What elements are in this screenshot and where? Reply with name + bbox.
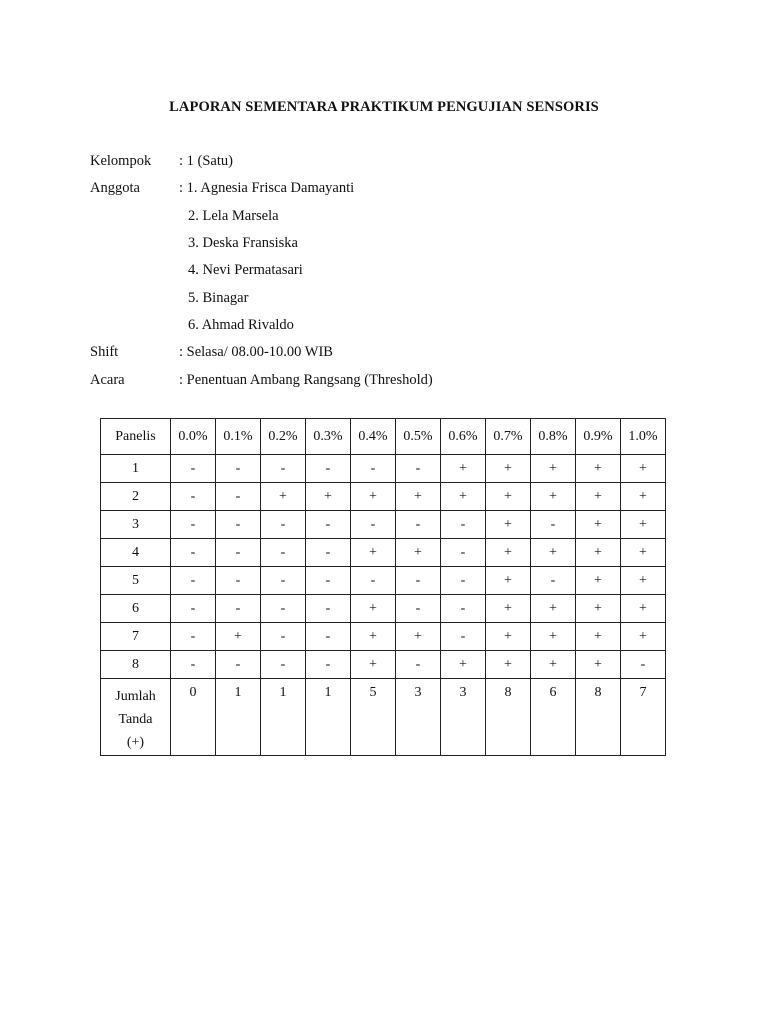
response-cell: - — [261, 651, 306, 679]
acara-value: : Penentuan Ambang Rangsang (Threshold) — [179, 371, 433, 388]
response-cell: + — [441, 651, 486, 679]
response-cell: - — [216, 483, 261, 511]
table-row — [101, 567, 666, 595]
sum-value: 3 — [441, 679, 486, 756]
response-cell: - — [396, 595, 441, 623]
response-cell: + — [531, 623, 576, 651]
header-concentration: 0.4% — [351, 419, 396, 455]
response-cell: + — [576, 483, 621, 511]
response-cell: - — [441, 567, 486, 595]
response-cell: - — [441, 539, 486, 567]
response-cell: - — [171, 511, 216, 539]
shift-value: : Selasa/ 08.00-10.00 WIB — [179, 344, 333, 361]
header-concentration: 0.7% — [486, 419, 531, 455]
info-row-member — [90, 257, 690, 284]
response-cell: - — [441, 595, 486, 623]
sum-label — [101, 679, 171, 756]
sum-value: 1 — [261, 679, 306, 756]
header-concentration: 1.0% — [621, 419, 666, 455]
response-cell: - — [396, 567, 441, 595]
response-cell: - — [351, 511, 396, 539]
sum-value: 1 — [216, 679, 261, 756]
response-cell: - — [396, 511, 441, 539]
info-row-member — [90, 203, 690, 230]
sum-value: 8 — [576, 679, 621, 756]
response-cell: + — [531, 483, 576, 511]
response-cell: + — [441, 483, 486, 511]
response-cell: - — [171, 455, 216, 483]
panelis-number: 3 — [101, 511, 171, 539]
kelompok-value: : 1 (Satu) — [179, 153, 233, 170]
panelis-number: 6 — [101, 595, 171, 623]
response-cell: - — [261, 595, 306, 623]
sum-value: 6 — [531, 679, 576, 756]
sum-value: 8 — [486, 679, 531, 756]
panelis-number: 5 — [101, 567, 171, 595]
response-cell: + — [576, 651, 621, 679]
header-concentration: 0.1% — [216, 419, 261, 455]
header-concentration: 0.0% — [171, 419, 216, 455]
response-cell: + — [441, 455, 486, 483]
table-row — [101, 595, 666, 623]
table-body — [101, 419, 666, 756]
response-cell: + — [621, 511, 666, 539]
info-row-member — [90, 230, 690, 257]
sum-value: 5 — [351, 679, 396, 756]
response-cell: + — [621, 483, 666, 511]
response-cell: - — [261, 455, 306, 483]
panelis-number: 1 — [101, 455, 171, 483]
report-title: LAPORAN SEMENTARA PRAKTIKUM PENGUJIAN SENSORIS — [169, 99, 599, 115]
response-cell: - — [171, 651, 216, 679]
response-cell: - — [306, 595, 351, 623]
response-cell: + — [531, 651, 576, 679]
response-cell: + — [576, 511, 621, 539]
response-cell: + — [621, 567, 666, 595]
response-cell: + — [576, 539, 621, 567]
acara-label: Acara — [90, 371, 125, 388]
response-cell: - — [171, 623, 216, 651]
anggota-member: 6. Ahmad Rivaldo — [188, 316, 294, 333]
sum-value: 1 — [306, 679, 351, 756]
table-row — [101, 483, 666, 511]
response-cell: - — [306, 455, 351, 483]
table-row — [101, 651, 666, 679]
response-cell: + — [576, 455, 621, 483]
anggota-label: Anggota — [90, 180, 140, 197]
anggota-member: 3. Deska Fransiska — [188, 235, 298, 252]
response-cell: + — [486, 511, 531, 539]
response-cell: - — [216, 595, 261, 623]
response-cell: + — [486, 567, 531, 595]
response-cell: - — [441, 623, 486, 651]
response-cell: - — [396, 455, 441, 483]
info-row-member — [90, 312, 690, 339]
response-cell: - — [216, 539, 261, 567]
response-cell: - — [261, 567, 306, 595]
response-cell: + — [351, 595, 396, 623]
sum-value: 3 — [396, 679, 441, 756]
response-cell: - — [216, 567, 261, 595]
table-row — [101, 539, 666, 567]
response-cell: + — [576, 623, 621, 651]
sum-row — [101, 679, 666, 756]
response-cell: + — [486, 539, 531, 567]
response-cell: - — [171, 539, 216, 567]
response-cell: + — [531, 455, 576, 483]
response-cell: + — [621, 455, 666, 483]
response-cell: + — [351, 651, 396, 679]
response-cell: - — [621, 651, 666, 679]
response-cell: - — [306, 651, 351, 679]
sum-label-line: Tanda — [118, 712, 153, 727]
kelompok-label: Kelompok — [90, 153, 152, 170]
info-row-acara — [90, 366, 690, 393]
table-row — [101, 511, 666, 539]
header-concentration: 0.5% — [396, 419, 441, 455]
response-cell: - — [171, 595, 216, 623]
header-panelis: Panelis — [101, 419, 171, 455]
response-cell: + — [351, 623, 396, 651]
response-cell: + — [486, 623, 531, 651]
response-cell: - — [171, 567, 216, 595]
response-cell: - — [531, 511, 576, 539]
response-cell: - — [216, 511, 261, 539]
response-cell: - — [396, 651, 441, 679]
response-cell: + — [531, 595, 576, 623]
response-cell: + — [261, 483, 306, 511]
shift-label: Shift — [90, 344, 119, 361]
info-row-anggota — [90, 175, 690, 202]
response-cell: + — [576, 595, 621, 623]
info-row-kelompok — [90, 148, 690, 175]
sum-value: 0 — [171, 679, 216, 756]
response-cell: + — [486, 483, 531, 511]
response-cell: - — [261, 511, 306, 539]
response-cell: + — [576, 567, 621, 595]
response-cell: + — [621, 595, 666, 623]
response-cell: - — [216, 651, 261, 679]
info-row-shift — [90, 339, 690, 366]
anggota-member: 2. Lela Marsela — [188, 207, 279, 224]
response-cell: + — [486, 595, 531, 623]
sum-label-line: (+) — [126, 735, 145, 750]
header-concentration: 0.9% — [576, 419, 621, 455]
info-row-member — [90, 284, 690, 311]
response-cell: - — [216, 455, 261, 483]
response-cell: - — [351, 455, 396, 483]
response-cell: + — [216, 623, 261, 651]
response-cell: + — [306, 483, 351, 511]
response-cell: + — [531, 539, 576, 567]
anggota-member: 4. Nevi Permatasari — [188, 262, 303, 279]
anggota-member: 5. Binagar — [188, 289, 249, 306]
response-cell: + — [396, 483, 441, 511]
table-header-row — [101, 419, 666, 455]
response-cell: + — [486, 651, 531, 679]
threshold-table — [100, 418, 666, 756]
response-cell: - — [171, 483, 216, 511]
response-cell: + — [486, 455, 531, 483]
header-concentration: 0.3% — [306, 419, 351, 455]
sum-label-line: Jumlah — [115, 689, 156, 704]
response-cell: - — [306, 623, 351, 651]
response-cell: - — [306, 511, 351, 539]
response-cell: - — [306, 567, 351, 595]
panelis-number: 2 — [101, 483, 171, 511]
sum-value: 7 — [621, 679, 666, 756]
response-cell: - — [441, 511, 486, 539]
response-cell: - — [531, 567, 576, 595]
report-info — [90, 148, 690, 394]
table-row — [101, 455, 666, 483]
response-cell: + — [396, 539, 441, 567]
panelis-number: 8 — [101, 651, 171, 679]
header-concentration: 0.8% — [531, 419, 576, 455]
anggota-member: : 1. Agnesia Frisca Damayanti — [179, 180, 355, 197]
panelis-number: 7 — [101, 623, 171, 651]
response-cell: + — [621, 539, 666, 567]
response-cell: + — [621, 623, 666, 651]
response-cell: + — [351, 483, 396, 511]
table-row — [101, 623, 666, 651]
response-cell: - — [261, 539, 306, 567]
header-concentration: 0.2% — [261, 419, 306, 455]
response-cell: + — [396, 623, 441, 651]
response-cell: - — [306, 539, 351, 567]
panelis-number: 4 — [101, 539, 171, 567]
header-concentration: 0.6% — [441, 419, 486, 455]
response-cell: - — [261, 623, 306, 651]
response-cell: - — [351, 567, 396, 595]
response-cell: + — [351, 539, 396, 567]
